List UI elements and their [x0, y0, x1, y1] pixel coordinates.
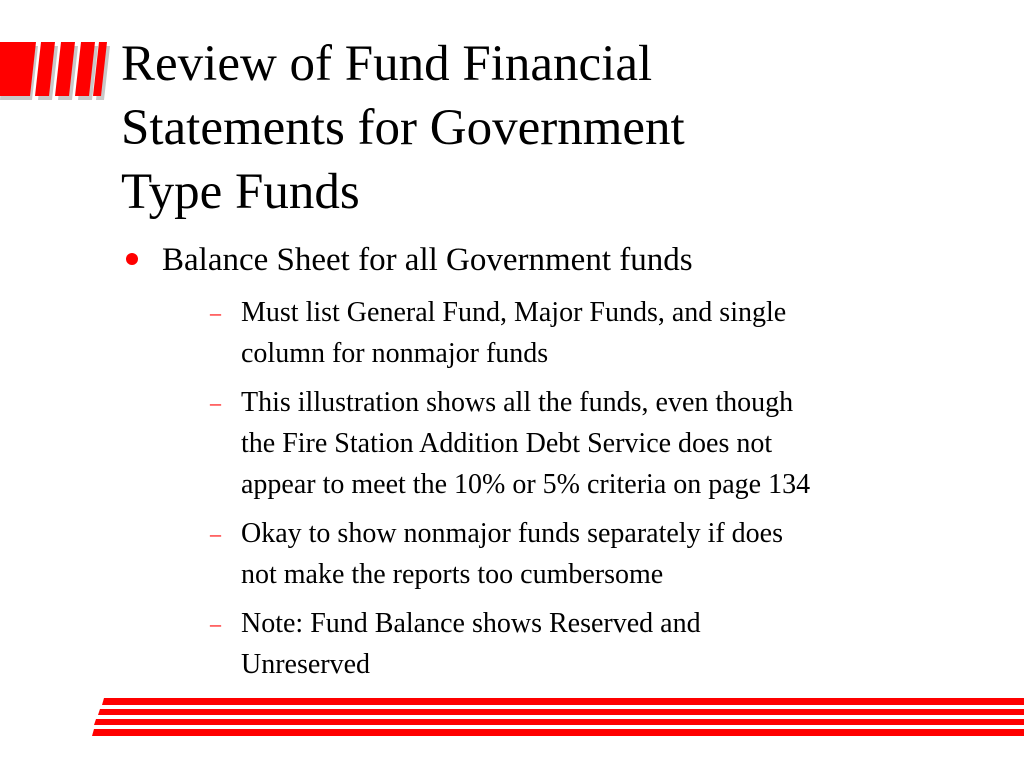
footer-stripe	[102, 698, 1024, 705]
bullet-item	[126, 240, 1006, 685]
sub-bullet-line: Okay to show nonmajor funds separately if does	[241, 518, 783, 549]
sub-bullet-line: This illustration shows all the funds, even though	[241, 387, 794, 418]
footer-stripes	[92, 698, 1024, 738]
slide-title-line: Statements for Government	[121, 100, 685, 156]
bullet-list	[126, 240, 1006, 693]
sub-bullet-list	[162, 292, 1006, 685]
sub-bullet-line: appear to meet the 10% or 5% criteria on page 134	[241, 469, 811, 500]
footer-stripe	[94, 719, 1024, 725]
footer-stripe	[92, 729, 1024, 736]
sub-bullet-line: Note: Fund Balance shows Reserved and	[241, 608, 701, 639]
sub-bullet-line: Unreserved	[241, 649, 371, 680]
bullet-text: Balance Sheet for all Government funds	[162, 242, 693, 278]
slide-title-line: Type Funds	[121, 164, 360, 220]
dash-marker-icon: –	[210, 521, 221, 546]
red-slanted-bars-icon	[0, 42, 112, 100]
dash-marker-icon: –	[210, 300, 221, 325]
sub-bullet-item	[206, 603, 1006, 685]
sub-bullet-item	[206, 382, 1006, 505]
dash-marker-icon: –	[210, 611, 221, 636]
footer-stripe	[98, 709, 1024, 715]
slide-title-line: Review of Fund Financial	[121, 36, 653, 92]
sub-bullet-item	[206, 292, 1006, 374]
sub-bullet-line: not make the reports too cumbersome	[241, 559, 664, 590]
sub-bullet-item	[206, 513, 1006, 595]
slide-title	[121, 32, 1001, 224]
dash-marker-icon: –	[210, 390, 221, 415]
sub-bullet-line: column for nonmajor funds	[241, 338, 549, 369]
sub-bullet-line: Must list General Fund, Major Funds, and single	[241, 297, 787, 328]
logo-bar	[0, 42, 36, 96]
sub-bullet-line: the Fire Station Addition Debt Service does not	[241, 428, 773, 459]
bullet-dot-icon	[126, 253, 138, 265]
